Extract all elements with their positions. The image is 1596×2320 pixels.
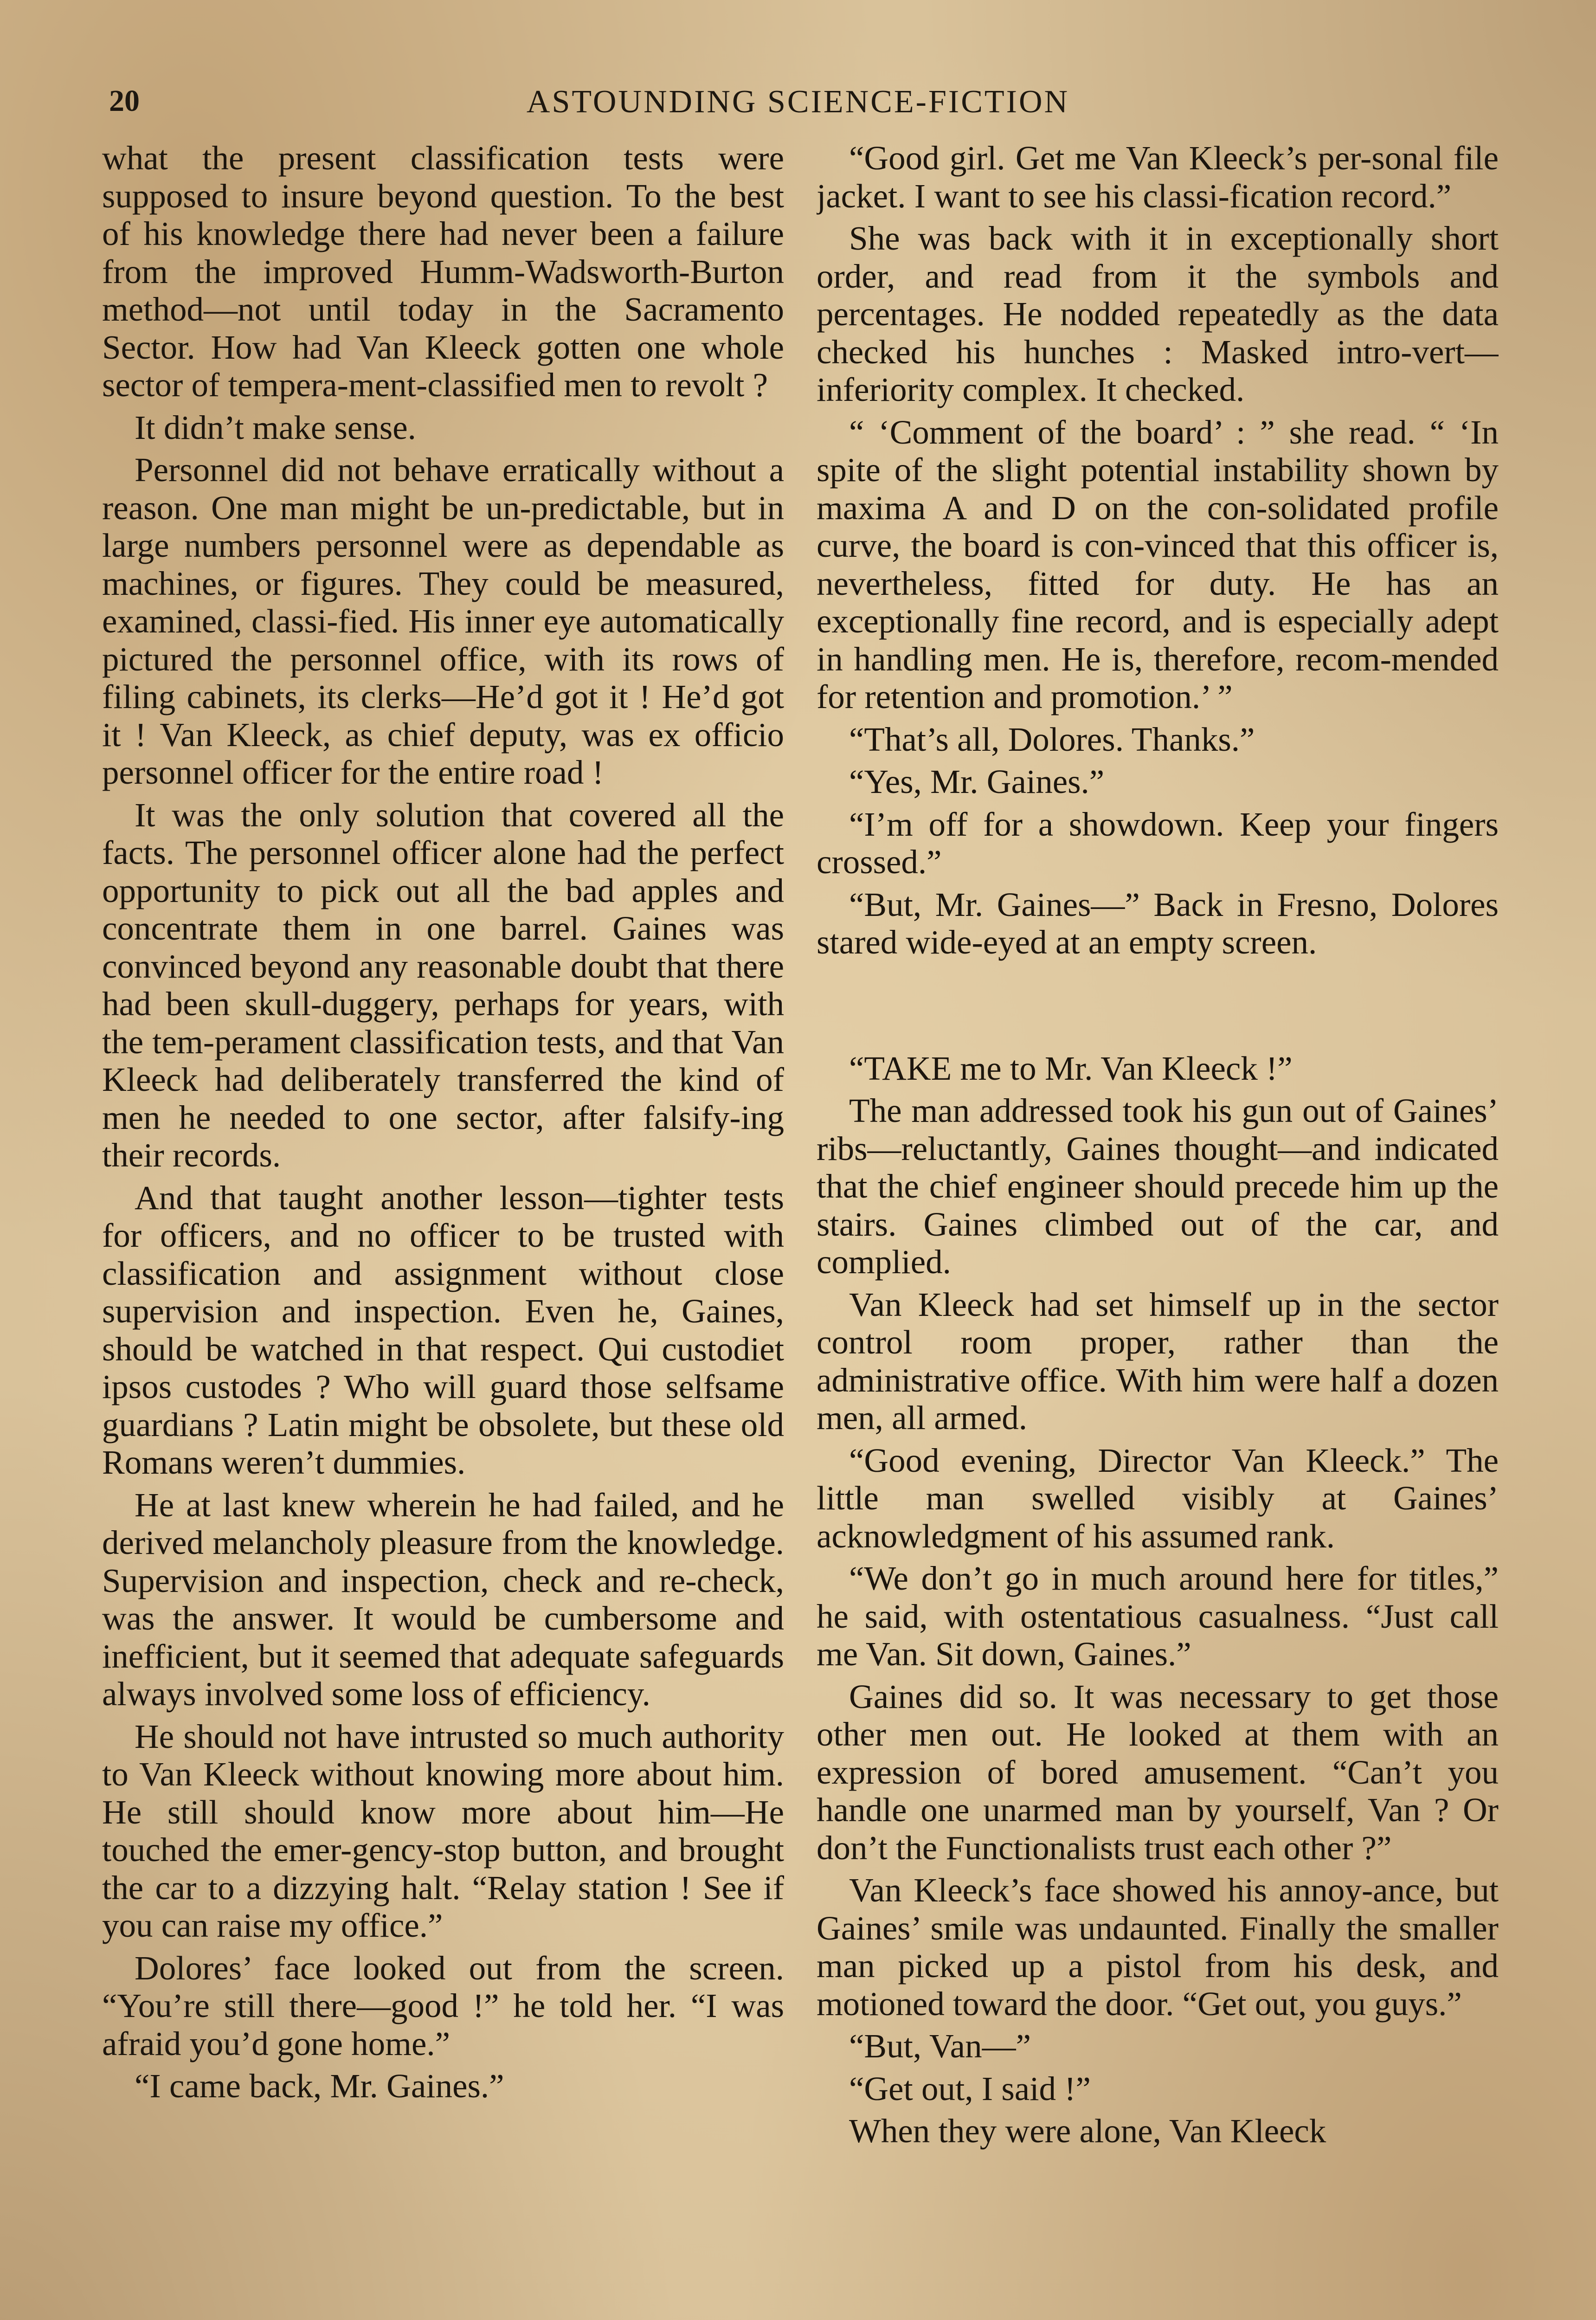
running-head: ASTOUNDING SCIENCE-FICTION (526, 84, 1070, 120)
right-column (817, 139, 1499, 2292)
paragraph: Dolores’ face looked out from the screen. “You’re still there—good !” he told her. “I was afraid you’d gone home.” (102, 1949, 784, 2062)
paragraph: When they were alone, Van Kleeck (849, 2112, 1326, 2150)
paragraph: “I came back, Mr. Gaines.” (135, 2067, 504, 2105)
paragraph: It didn’t make sense. (135, 408, 416, 446)
paragraph: It was the only solution that covered all the facts. The personnel officer alone had the perfect opportunity to pick out all the bad apples and concentrate them in one barrel. Gaines was convinced beyond any reasonable doubt that there had been skull-duggery, perhaps for years, with the tem-perament classification tests, and that Van Kleeck had deliberately transferred the kind of men he needed to one sector, after falsify-ing their records. (102, 796, 784, 1174)
paragraph: what the present classification tests were supposed to insure beyond question. To the best of his knowledge there had never been a failure from the improved Humm-Wadsworth-Burton method—not until today in the Sacramento Sector. How had Van Kleeck gotten one whole sector of tempera-ment-classified men to revolt ? (102, 139, 784, 404)
paragraph: She was back with it in exceptionally short order, and read from it the symbols and percentages. He nodded repeatedly as the data checked his hunches : Masked intro-vert—inferiority complex. It checked. (817, 219, 1499, 408)
paragraph: “We don’t go in much around here for titles,” he said, with ostentatious casualness. “Just call me Van. Sit down, Gaines.” (817, 1560, 1499, 1673)
page-number: 20 (109, 84, 140, 118)
paragraph: Van Kleeck had set himself up in the sector control room proper, rather than the administrative office. With him were half a dozen men, all armed. (817, 1285, 1499, 1437)
paragraph: “Get out, I said !” (849, 2069, 1091, 2107)
paragraph: “But, Van—” (849, 2027, 1031, 2065)
paragraph: He should not have intrusted so much authority to Van Kleeck without knowing more about him. He still should know more about him—He touched the emer-gency-stop button, and brought the car to a dizzying halt. “Relay station ! See if you can raise my office.” (102, 1717, 784, 1944)
paragraph: “Good evening, Director Van Kleeck.” The little man swelled visibly at Gaines’ acknowledgment of his assumed rank. (817, 1441, 1499, 1555)
paragraph: Van Kleeck’s face showed his annoy-ance, but Gaines’ smile was undaunted. Finally the smaller man picked up a pistol from his desk, and motioned toward the door. “Get out, you guys.” (817, 1871, 1499, 2023)
left-column (102, 139, 784, 2292)
paragraph: “I’m off for a showdown. Keep your fingers crossed.” (817, 805, 1499, 881)
paragraph: Personnel did not behave erratically without a reason. One man might be un-predictable, but in large numbers personnel were as dependable as machines, or figures. They could be measured, examined, classi-fied. His inner eye automatically pictured the personnel office, with its rows of filing cabinets, its clerks—He’d got it ! He’d got it ! Van Kleeck, as chief deputy, was ex officio personnel officer for the entire road ! (102, 451, 784, 791)
paragraph: The man addressed took his gun out of Gaines’ ribs—reluctantly, Gaines thought—and indicated that the chief engineer should precede him up the stairs. Gaines climbed out of the car, and complied. (817, 1092, 1499, 1281)
paragraph: “Yes, Mr. Gaines.” (849, 763, 1105, 800)
paragraph: “TAKE me to Mr. Van Kleeck !” (849, 1049, 1293, 1087)
page-header (104, 84, 1492, 125)
paragraph: He at last knew wherein he had failed, and he derived melancholy pleasure from the knowledge. Supervision and inspection, check and re-check, was the answer. It would be cumbersome and inefficient, but it seemed that adequate safeguards always involved some loss of efficiency. (102, 1486, 784, 1713)
paragraph: And that taught another lesson—tighter tests for officers, and no officer to be trusted with classification and assignment without close supervision and inspection. Even he, Gaines, should be watched in that respect. Qui custodiet ipsos custodes ? Who will guard those selfsame guardians ? Latin might be obsolete, but these old Romans weren’t dummies. (102, 1179, 784, 1481)
paragraph: “That’s all, Dolores. Thanks.” (849, 720, 1255, 758)
paragraph: “Good girl. Get me Van Kleeck’s per-sonal file jacket. I want to see his classi-fication record.” (817, 139, 1499, 215)
paragraph: “But, Mr. Gaines—” Back in Fresno, Dolores stared wide-eyed at an empty screen. (817, 885, 1499, 961)
section-break (817, 966, 1499, 1050)
paragraph: “ ‘Comment of the board’ : ” she read. “ ‘In spite of the slight potential instability shown by maxima A and D on the con-solidated profile curve, the board is con-vinced that this officer is, nevertheless, fitted for duty. He has an exceptionally fine record, and is especially adept in handling men. He is, therefore, recom-mended for retention and promotion.’ ” (817, 413, 1499, 715)
paragraph: Gaines did so. It was necessary to get those other men out. He looked at them with an expression of bored amusement. “Can’t you handle one unarmed man by yourself, Van ? Or don’t the Functionalists trust each other ?” (817, 1677, 1499, 1867)
